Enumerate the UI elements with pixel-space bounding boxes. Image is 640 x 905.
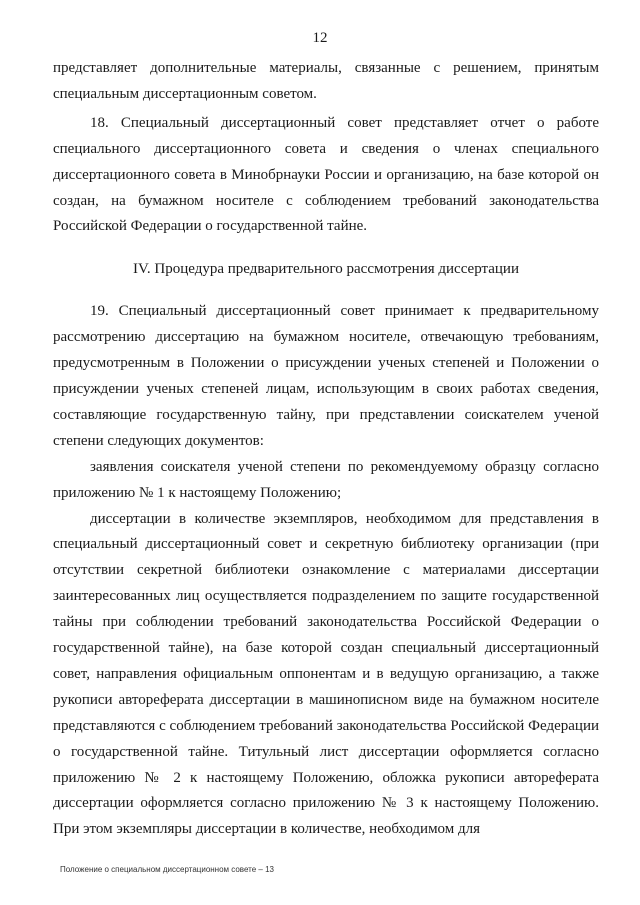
page-number: 12 bbox=[312, 30, 328, 46]
footer-note: Положение о специальном диссертационном совете – 13 bbox=[60, 865, 274, 874]
paragraph-19: 19. Специальный диссертационный совет принимает к предварительному рассмотрению диссертацию на бумажном носителе, отвечающую требованиям, предусмотренным в Положении о присуждении ученых степеней и Положении о присуждении ученых степеней лицам, использующим в своих работах сведения, составляющие государственную тайну, при представлении соискателем ученой степени следующих документов: bbox=[53, 303, 599, 449]
document-body bbox=[53, 56, 599, 843]
paragraph-continuation: представляет дополнительные материалы, связанные с решением, принятым специальным диссертационным советом. bbox=[53, 60, 599, 102]
paragraph-application: заявления соискателя ученой степени по рекомендуемому образцу согласно приложению № 1 к настоящему Положению; bbox=[53, 458, 599, 501]
paragraph-dissertation-copies: диссертации в количестве экземпляров, необходимом для представления в специальный диссертационный совет и секретную библиотеку организации (при отсутствии секретной библиотеки ознакомление с материалами диссертации заинтересованных лиц осуществляется подразделением по защите государственной тайны при соблюдении требований законодательства Российской Федерации о государственной тайне), на базе которой создан специальный диссертационный совет, направления официальным оппонентам и в ведущую организацию, а также рукописи автореферата диссертации в машинописном виде на бумажном носителе представляются с соблюдением требований законодательства Российской Федерации о государственной тайне. Титульный лист диссертации оформляется согласно приложению № 2 к настоящему Положению, обложка рукописи автореферата диссертации оформляется согласно приложению № 3 к настоящему Положению. При этом экземпляры диссертации в количестве, необходимом для bbox=[53, 510, 599, 838]
paragraph-18: 18. Специальный диссертационный совет представляет отчет о работе специального диссертационного совета и сведения о членах специального диссертационного совета в Минобрнауки России и организацию, на базе которой он создан, на бумажном носителе с соблюдением требований законодательства Российской Федерации о государственной тайне. bbox=[53, 114, 599, 235]
section-heading-iv: IV. Процедура предварительного рассмотрения диссертации bbox=[132, 261, 519, 278]
